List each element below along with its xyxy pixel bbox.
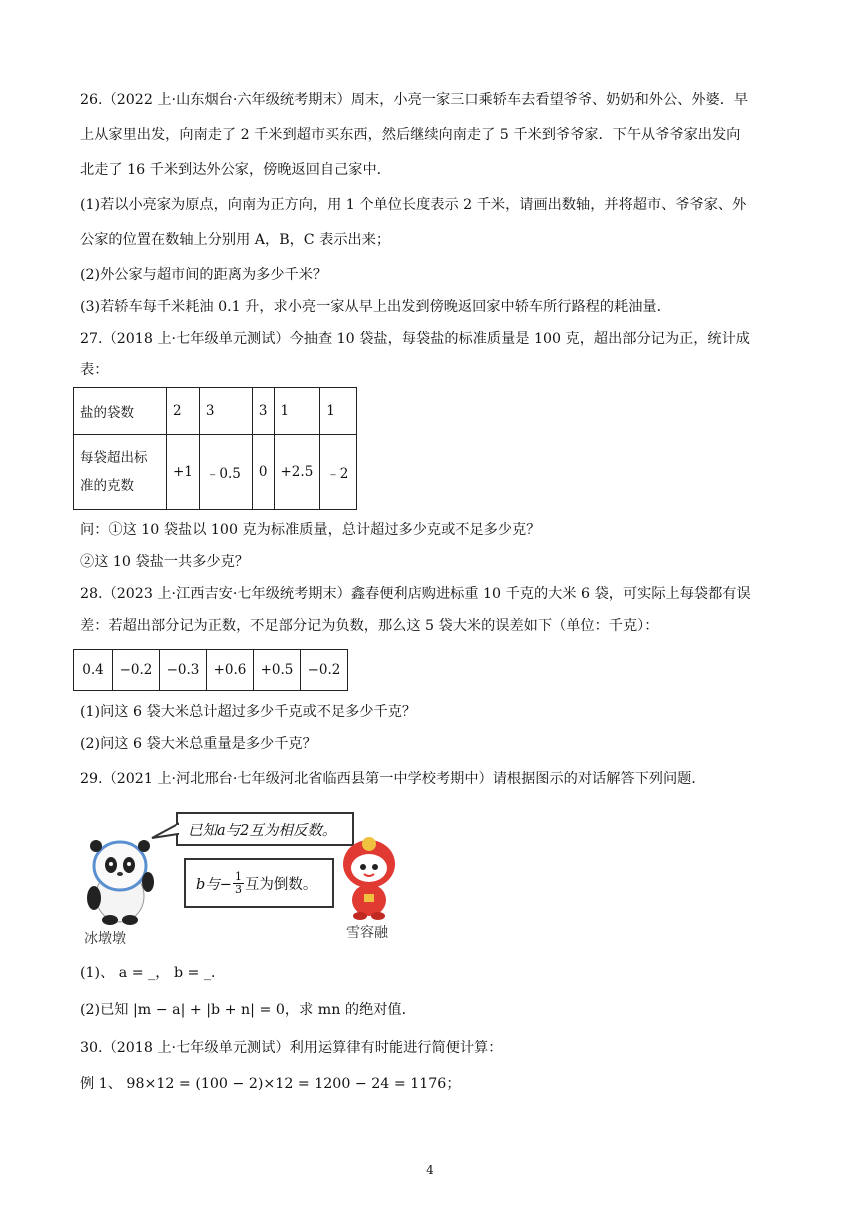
bubble1-tail (150, 822, 180, 840)
table-cell: +0.6 (207, 650, 254, 691)
q29-part1: (1)、 a = _， b = _． (80, 965, 226, 981)
q27-question2: ②这 10 袋盐一共多少克？ (80, 554, 249, 570)
q26-line3: 北走了 16 千米到达外公家，傍晚返回自己家中． (80, 162, 391, 178)
q30-line1: 30.（2018 上·七年级单元测试）利用运算律有时能进行简便计算： (80, 1040, 503, 1056)
q26-part1a: (1)若以小亮家为原点，向南为正方向，用 1 个单位长度表示 2 千米，请画出数轴，并将超市、爷爷家、外 (80, 197, 747, 213)
table-header-bags: 盐的袋数 (74, 388, 167, 435)
q26-part3: (3)若轿车每千米耗油 0.1 升，求小亮一家从早上出发到傍晚返回家中轿车所行路程的耗油量． (80, 299, 671, 315)
q28-line1: 28.（2023 上·江西吉安·七年级统考期末）鑫春便利店购进标重 10 千克的大米 6 袋，可实际上每袋都有误 (80, 586, 751, 602)
table-row (74, 435, 357, 510)
shuey-rhon-rhon-mascot (338, 836, 400, 920)
table-cell: 3 (199, 388, 252, 435)
table-header-grams: 每袋超出标 准的克数 (74, 435, 167, 510)
table-cell: +0.5 (254, 650, 301, 691)
q28-part2: (2)问这 6 袋大米总重量是多少千克？ (80, 736, 317, 752)
table-cell: 1 (274, 388, 320, 435)
q27-line2: 表： (80, 362, 109, 378)
table-row (74, 650, 348, 691)
bing-dwen-dwen-mascot (80, 834, 160, 926)
speech-bubble-1: 已知a与2互为相反数。 (176, 812, 354, 846)
table-cell: ﹣0.5 (199, 435, 252, 510)
q27-question1: 问：①这 10 袋盐以 100 克为标准质量，总计超过多少克或不足多少克？ (80, 522, 541, 538)
q26-line1: 26.（2022 上·山东烟台·六年级统考期末）周末，小亮一家三口乘轿车去看望爷爷、奶奶和外公、外婆．早 (80, 92, 749, 108)
q26-part2: (2)外公家与超市间的距离为多少千米？ (80, 267, 328, 283)
q28-table (73, 649, 348, 691)
table-cell: −0.3 (160, 650, 207, 691)
table-cell: +2.5 (274, 435, 320, 510)
q27-table (73, 387, 357, 510)
table-cell: 0.4 (74, 650, 113, 691)
table-cell: −0.2 (113, 650, 160, 691)
table-cell: 0 (252, 435, 274, 510)
table-cell: 1 (320, 388, 357, 435)
q28-part1: (1)问这 6 袋大米总计超过多少千克或不足多少千克？ (80, 704, 417, 720)
table-cell: 3 (252, 388, 274, 435)
table-cell: +1 (167, 435, 200, 510)
table-row (74, 388, 357, 435)
speech-bubble-2: b与− $\frac{1}{3}$ 互为倒数。 (184, 858, 334, 908)
table-cell: 2 (167, 388, 200, 435)
fraction: $\frac{1}{3}$ (234, 869, 242, 896)
q26-line2: 上从家里出发，向南走了 2 千米到超市买东西，然后继续向南走了 5 千米到爷爷家．下午从爷爷家出发向 (80, 127, 741, 143)
q29-part2: (2)已知 |m − a| + |b + n| = 0，求 mn 的绝对值． (80, 1002, 416, 1018)
q26-part1b: 公家的位置在数轴上分别用 A，B，C 表示出来； (80, 232, 391, 248)
table-cell: ﹣2 (320, 435, 357, 510)
q29-line1: 29.（2021 上·河北邢台·七年级河北省临西县第一中学校考期中）请根据图示的对话解答下列问题． (80, 771, 706, 787)
q30-example1: 例 1、 98×12 = (100 − 2)×12 = 1200 − 24 = 1176； (80, 1076, 461, 1092)
table-cell: −0.2 (301, 650, 348, 691)
mascot2-label: 雪容融 (346, 925, 388, 941)
q28-line2: 差：若超出部分记为正数，不足部分记为负数，那么这 5 袋大米的误差如下（单位：千克）： (80, 618, 659, 634)
mascot1-label: 冰墩墩 (84, 931, 126, 947)
q27-line1: 27.（2018 上·七年级单元测试）今抽查 10 袋盐，每袋盐的标准质量是 100 克，超出部分记为正，统计成 (80, 331, 750, 347)
page-number: 4 (426, 1163, 434, 1177)
